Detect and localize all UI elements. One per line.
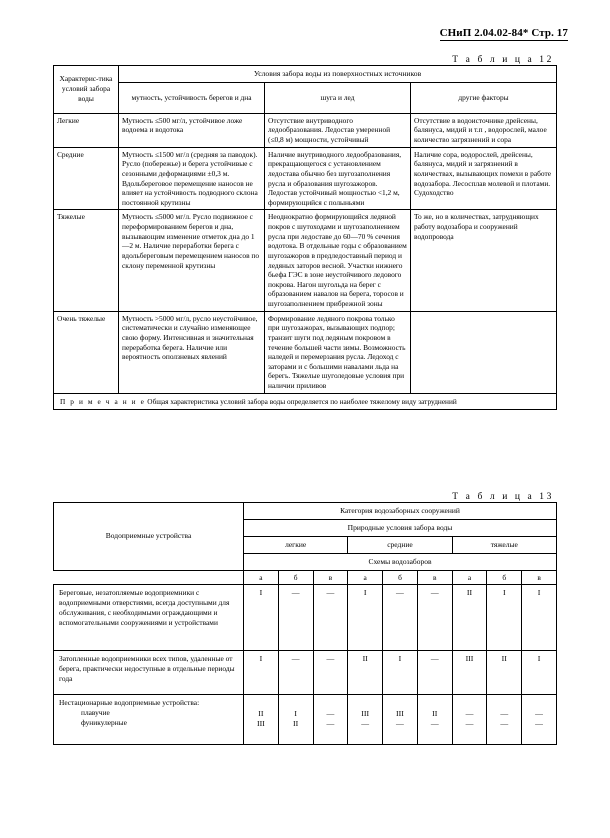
table-13-cell-value: — [500,718,509,728]
table-12-cell-ice: Отсутствие внутриводного ледообразования. Ледостав умеренной (≤0,8 м) мощности, устойчивый [265,113,411,147]
table-13-cell-value: I [244,585,279,651]
table-13-cell-device-group [54,695,244,745]
table-13-cell-value: III [361,708,370,718]
table-13-cell-value: I [487,585,522,651]
table-13-scheme-letter: в [417,570,452,585]
table-13-cell-value: — [430,718,439,728]
table-12-group-header: Условия забора воды из поверхностных источников [119,66,557,83]
table-13-cell-value: III [452,651,487,695]
table-12-cell-ice: Наличие внутриводного ледообразования, прекращающегося с установлением ледостава обычно без шугозаполнения русла и образования шугозажоров. Ледостав устойчивый мощностью <1,2 м, формирующийся с полыньями [265,147,411,210]
table-13-cell-value: II [432,708,438,718]
table-13-cell-value: II [293,718,299,728]
table-12-col-turbidity-header: мутность, устойчивость берегов и дна [119,82,265,113]
table-13-header-row-1 [54,503,557,520]
table-13-cell-value: — [465,718,474,728]
table-12-cell-turbidity: Мутность ≤500 мг/л, устойчивое ложе водоема и водотока [119,113,265,147]
table-12-caption: Т а б л и ц а 12 [452,55,554,65]
table-12-header-row-2 [54,82,557,113]
table-row [54,695,557,745]
table-12-category-header: Характерис-тика условий забора воды [54,66,119,114]
table-13-group-title: Нестационарные водоприемные устройства: [59,698,200,708]
table-13-cell-value: — [326,718,335,728]
table-12-cell-other: То же, но в количествах, затрудняющих работу водозабора и сооружений водопровода [411,210,557,311]
table-12-cell-category: Средние [54,147,119,210]
table-12-header-row-1 [54,66,557,83]
table-12-note [54,393,557,409]
table-13-cell-value: — [535,708,543,718]
table-13-scheme-letter: в [313,570,348,585]
table-13-cell-value-group [522,695,557,745]
table-row [54,113,557,147]
table-12-note-text: Общая характеристика условий забора воды определяется по наиболее тяжелому виду затруднений [147,396,457,406]
table-13-cell-value: — [313,585,348,651]
table-row [54,651,557,695]
table-13-cell-value-group [417,695,452,745]
table-13-cell-value-group [348,695,383,745]
table-13-scheme-letter: б [487,570,522,585]
table-13-scheme-letter: в [522,570,557,585]
table-13-cell-value: — [535,718,543,728]
table-13-cell-value: — [361,718,370,728]
table-13-conditions-header: Природные условия забора воды [244,519,557,536]
table-13-cell-value-group [452,695,487,745]
table-13-cell-value: — [278,585,313,651]
table-12-col-other-header: другие факторы [411,82,557,113]
table-12-cell-other [411,311,557,393]
table-12-cell-category: Легкие [54,113,119,147]
table-13-scheme-letter: б [278,570,313,585]
table-13-cell-value: III [256,718,265,728]
table-12-note-row [54,393,557,409]
table-13-condition-heavy: тяжелые [452,536,556,553]
table-row [54,147,557,210]
table-13-subrow-label: плавучие [81,708,110,718]
table-13 [53,502,557,745]
table-13-cell-value: — [396,718,404,728]
table-13-schemes-header: Схемы водозаборов [244,553,557,570]
table-13-cell-value: II [452,585,487,651]
table-12-col-ice-header: шуга и лед [265,82,411,113]
table-13-scheme-letter: а [244,570,279,585]
table-13-block [53,492,557,745]
table-13-devices-spacer [54,570,244,585]
table-13-cell-value: — [326,708,335,718]
table-12-block [53,55,557,410]
table-13-cell-value: I [348,585,383,651]
table-row [54,210,557,311]
table-13-condition-light: легкие [244,536,348,553]
table-12-cell-ice: Неоднократно формирующийся ледяной покров с шутоходами и шугозаполнением русла при ледоставе до 60—70 % сечения водотока. В отдельные годы с образованием шугозажоров в предледоставный период и ледяных заторов весной. Участки нижнего бьефа ГЭС в зоне неустойчивого ледового покрова. Нагон шугольда на берег с образованием навалов на берега, торосов и шугозаполнением прибрежной зоны [265,210,411,311]
table-13-cell-value: III [396,708,404,718]
table-13-cell-device: Береговые, незатопляемые водоприемники с водоприемными отверстиями, всегда доступными для обслуживания, с необходимыми ограждающими и вспомогательными сооружениями и устройствами [54,585,244,651]
table-13-cell-value: — [383,585,418,651]
table-13-cell-value-group [278,695,313,745]
table-13-devices-header: Водоприемные устройства [54,503,244,571]
table-12-cell-turbidity: Мутность ≤1500 мг/л (средняя за паводок). Русло (побережье) и берега устойчивые с сезонными деформациями ±0,3 м. Вдольбереговое перемещение наносов не влияет на устойчивость подводного склона постоянной крутизны [119,147,265,210]
table-13-scheme-letter: а [452,570,487,585]
table-13-scheme-letter: б [383,570,418,585]
table-13-cell-value: I [294,708,297,718]
table-12-cell-category: Тяжелые [54,210,119,311]
table-13-cell-value: II [348,651,383,695]
table-13-caption: Т а б л и ц а 13 [452,492,554,502]
table-13-cell-value: — [278,651,313,695]
table-13-header-row-5 [54,570,557,585]
table-13-cell-value: — [465,708,474,718]
table-13-cell-value-group [313,695,348,745]
table-13-cell-value: II [258,708,264,718]
table-13-cell-value: I [522,651,557,695]
table-12-cell-other: Наличие сора, водорослей, дрейсены, балянуса, мидий и загрязнений в количествах, вызывающих помехи в работе водозабора. Лесосплав молевой и плотами. Судоходство [411,147,557,210]
table-row [54,585,557,651]
table-13-cell-value: — [417,585,452,651]
table-13-subrow-label: фуникулерные [81,717,127,727]
table-12-cell-category: Очень тяжелые [54,311,119,393]
table-13-cell-value: — [313,651,348,695]
table-13-cell-value-group [487,695,522,745]
table-13-cell-value: I [383,651,418,695]
table-12-note-label: П р и м е ч а н и е [60,396,146,406]
table-12 [53,65,557,410]
table-12-cell-turbidity: Мутность ≤5000 мг/л. Русло подвижное с переформированием берегов и дна, вызывающим изменение отметок дна до 1—2 м. Наличие переработки берега с вдольбереговым перемещением наносов по склону переменной крутизны [119,210,265,311]
table-12-cell-ice: Формирование ледяного покрова только при шугозажорах, вызывающих подпор; транзит шуги под ледяным покровом в течение большей части зимы. Возможность наледей и перемерзания русла. Ледоход с заторами и с большими навалами льда на берегь. Тяжелые шуголедовые условия при наличии приливов [265,311,411,393]
table-12-cell-other: Отсутствие в водоисточнике дрейсены, балянуса, мидий и т.п , водорослей, малое количество загрязнений и сора [411,113,557,147]
page-header-reference: СНиП 2.04.02-84* Стр. 17 [439,27,568,39]
table-13-cell-value: I [522,585,557,651]
table-13-cell-value: — [500,708,509,718]
table-12-cell-turbidity: Мутность >5000 мг/л, русло неустойчивое, систематически и случайно изменяющее свою форму. Интенсивная и значительная переработка берега. Наличие или вероятность оползневых явлений [119,311,265,393]
table-13-scheme-letter: а [348,570,383,585]
table-13-cell-device: Затопленные водоприемники всех типов, удаленные от берега, практически недоступные в отдельные периоды года [54,651,244,695]
table-13-condition-medium: средние [348,536,452,553]
table-13-cell-value-group [244,695,279,745]
table-13-cell-value: — [417,651,452,695]
table-13-cell-value: II [487,651,522,695]
table-row [54,311,557,393]
table-13-cell-value: I [244,651,279,695]
table-13-cell-value-group [383,695,418,745]
table-13-category-header: Категория водозаборных сооружений [244,503,557,520]
